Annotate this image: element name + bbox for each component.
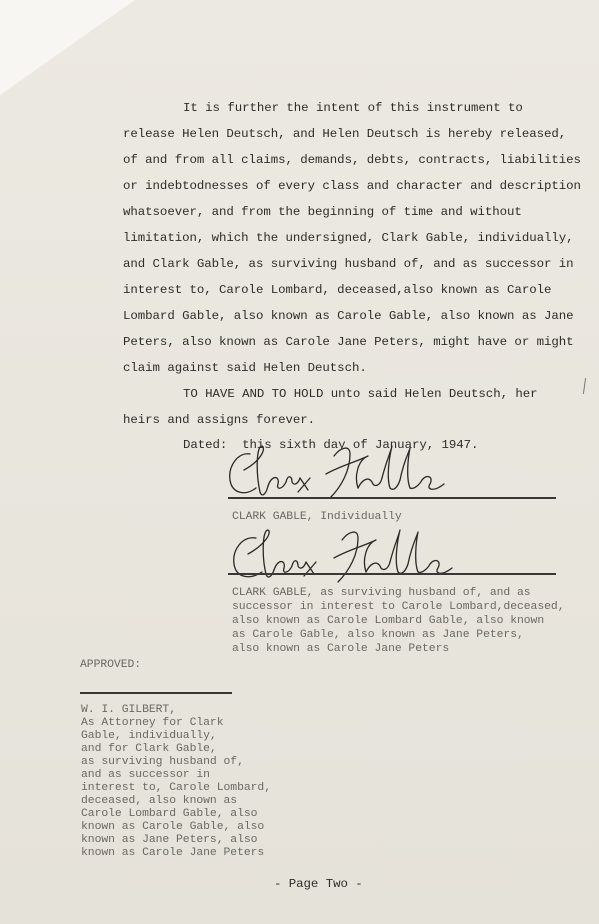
margin-mark xyxy=(583,378,586,394)
attorney-line: known as Carole Jane Peters xyxy=(81,847,265,859)
folded-corner xyxy=(0,0,135,95)
attorney-line: Carole Lombard Gable, also xyxy=(81,808,258,820)
attorney-line: Gable, individually, xyxy=(81,730,217,742)
attorney-line: and for Clark Gable, xyxy=(81,743,217,755)
approval-signature-line xyxy=(80,692,232,694)
signature2-caption-line: successor in interest to Carole Lombard,deceased, xyxy=(232,601,565,613)
attorney-line: known as Carole Gable, also xyxy=(81,821,265,833)
signature2-caption-line: CLARK GABLE, as surviving husband of, and as xyxy=(232,587,531,599)
attorney-line: as surviving husband of, xyxy=(81,756,244,768)
signature-clark-gable-2 xyxy=(226,526,466,588)
body-line: of and from all claims, demands, debts, contracts, liabilities xyxy=(123,153,581,167)
signature2-caption-line: also known as Carole Jane Peters xyxy=(232,643,450,655)
body-line: It is further the intent of this instrument to xyxy=(183,101,523,115)
body-line: interest to, Carole Lombard, deceased,also known as Carole xyxy=(123,283,552,297)
attorney-line: deceased, also known as xyxy=(81,795,238,807)
signature1-caption: CLARK GABLE, Individually xyxy=(232,511,402,523)
body-line: Lombard Gable, also known as Carole Gable, also known as Jane xyxy=(123,309,574,323)
signature2-caption-line: as Carole Gable, also known as Jane Peters, xyxy=(232,629,524,641)
attorney-line: and as successor in xyxy=(81,769,210,781)
signature-line-1 xyxy=(228,497,556,499)
page-footer: - Page Two - xyxy=(274,877,363,891)
body-line: Peters, also known as Carole Jane Peters, might have or might xyxy=(123,335,574,349)
signature2-caption-line: also known as Carole Lombard Gable, also known xyxy=(232,615,545,627)
signature-line-2 xyxy=(228,573,556,575)
approved-label: APPROVED: xyxy=(80,659,142,671)
body-line: TO HAVE AND TO HOLD unto said Helen Deutsch, her xyxy=(183,387,538,401)
body-line: limitation, which the undersigned, Clark Gable, individually, xyxy=(123,231,574,245)
attorney-line: As Attorney for Clark xyxy=(81,717,224,729)
attorney-line: known as Jane Peters, also xyxy=(81,834,258,846)
body-line: claim against said Helen Deutsch. xyxy=(123,361,367,375)
body-line: or indebtodnesses of every class and character and description xyxy=(123,179,581,193)
attorney-line: W. I. GILBERT, xyxy=(81,704,176,716)
attorney-line: interest to, Carole Lombard, xyxy=(81,782,271,794)
body-line: whatsoever, and from the beginning of time and without xyxy=(123,205,522,219)
body-line: release Helen Deutsch, and Helen Deutsch is hereby released, xyxy=(123,127,567,141)
dated-line: Dated: this sixth day of January, 1947. xyxy=(183,438,479,452)
body-line: and Clark Gable, as surviving husband of, and as successor in xyxy=(123,257,574,271)
body-line: heirs and assigns forever. xyxy=(123,413,316,427)
